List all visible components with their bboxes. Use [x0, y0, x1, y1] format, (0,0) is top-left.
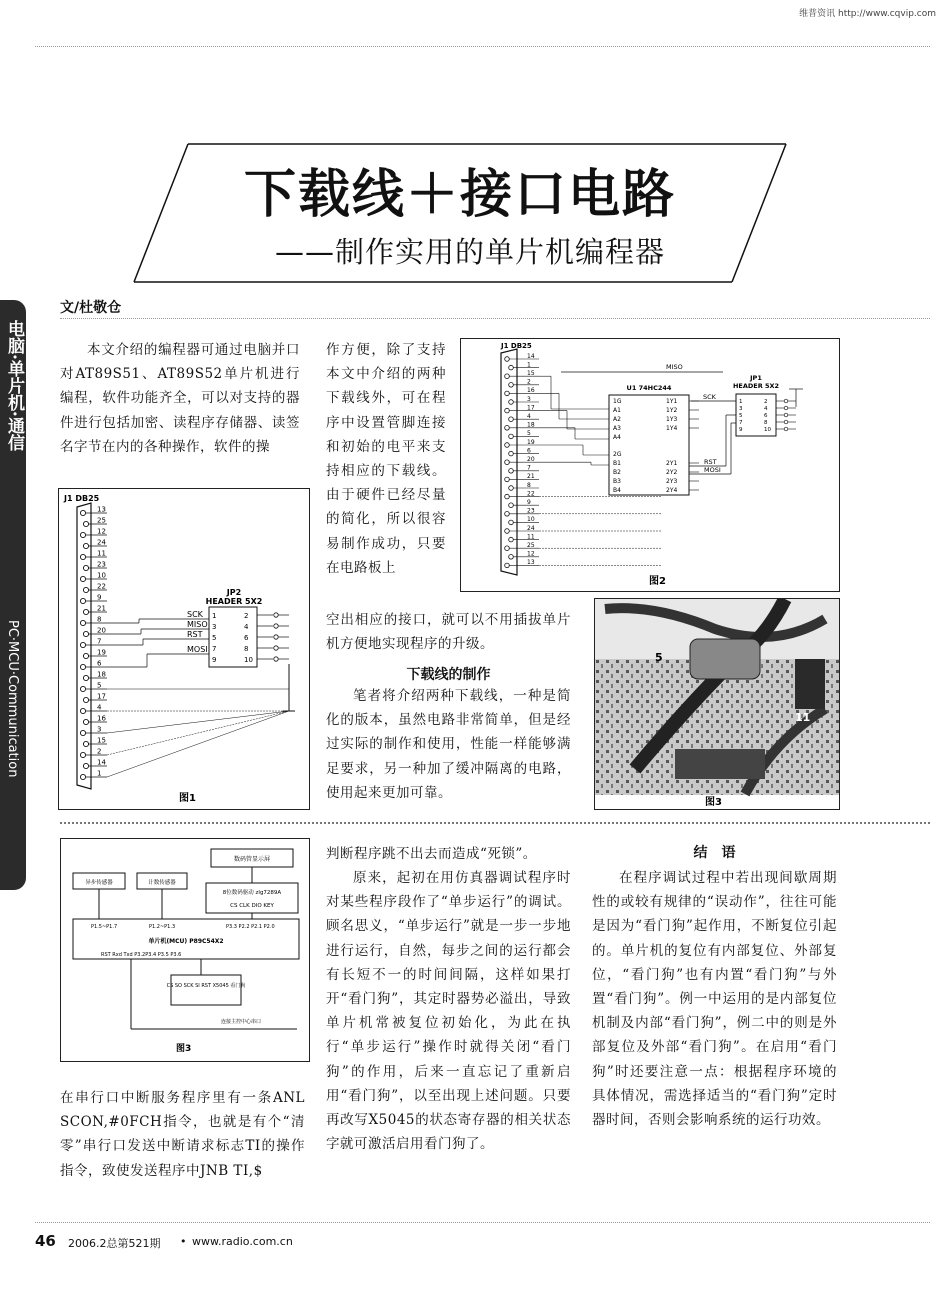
col2-paragraph-3: 笔者将介绍两种下载线，一种是简化的版本，虽然电路非常简单，但是经过实际的制作和使用，性能一样能够满足要求，另一种加了缓冲隔离的电路，使用起来更加可靠。 [326, 688, 571, 801]
block-display: 数码管显示屏 [233, 856, 271, 863]
fig2-pin [509, 434, 514, 439]
fig1-pin-number: 3 [97, 725, 102, 734]
fig1-pin [80, 730, 85, 735]
figure-2 [460, 338, 840, 592]
fig1-pin [80, 752, 85, 757]
fig1-pin-number: 20 [97, 626, 106, 635]
fig2-hdr-pin: 2 [764, 399, 768, 405]
fig1-caption: 图1 [179, 793, 196, 804]
fig1-pin [83, 697, 88, 702]
fig2-pin-number: 16 [527, 387, 535, 395]
fig2-hdr-pin: 7 [739, 420, 743, 426]
fig2-pin-number: 4 [527, 413, 531, 420]
fig2-ic-pin: B4 [613, 487, 621, 494]
fig1-pin [83, 763, 88, 768]
photo-label-5: 5 [655, 651, 663, 664]
side-strip-en: PC·MCU·Communication [5, 620, 20, 778]
fig2-pin-number: 20 [527, 456, 535, 463]
fig2-pin [505, 460, 510, 465]
col1-paragraph: 本文介绍的编程器可通过电脑并口对AT89S51、AT89S52单片机进行编程，软件功能齐全，可以对支持的器件进行包括加密、读程序存储器、读签名字节在内的各种操作，软件的操 [60, 342, 300, 455]
fig1-connector-label: J1 DB25 [64, 494, 100, 503]
fig2-ic-pin: 2Y2 [666, 469, 678, 476]
lower-col3: 在程序调试过程中若出现间歇周期性的或较有规律的“误动作”，往往可能是因为“看门狗”起作用，不断复位引起的。单片机的复位有内部复位、外部复位，“看门狗”也有内置“看门狗”与外置“看门狗”。例一中运用的是内部复位机制及内部“看门狗”，例二中的则是外部复位及外部“看门狗”。在启用“看门狗”时还要注意一点：根据程序环境的具体情况，需选择适当的“看门狗”定时器时间，否则会影响系统的运行功效。 [592, 870, 837, 1129]
fig1-pin [80, 708, 85, 713]
fig1-pin-number: 19 [97, 648, 106, 657]
fig1-pin [83, 719, 88, 724]
fig2-pin-number: 1 [527, 361, 531, 369]
block-driver: 8位数码驱动 zlg7289A [222, 890, 282, 896]
fig1-pin-number: 21 [97, 604, 106, 613]
fig2-ic-pin: 1G [613, 398, 622, 405]
fig2-ic-pin: 2Y1 [666, 460, 678, 467]
fig2-ic-pin: A3 [613, 425, 621, 432]
block-diagram [61, 839, 309, 1061]
lower-col2-p2: 原来，起初在用仿真器调试程序时对某些程序段作了“单步运行”的调试。顾名思义，“单步运行”就是一步一步地进行运行，自然，每步之间的运行都会有长短不一的时间间隔，这样如果打开“看门狗”，其定时器势必溢出，导致单片机常被复位初始化，为此在执行“单步运行”操作时就得关闭“看门狗”的作用，后来一直忘记了重新启用“看门狗”，以至出现上述问题。只要再改写X5045的状态寄存器的相关状态字就可激活启用看门狗了。 [326, 870, 571, 1153]
port-a: P1.5~P1.7 [91, 924, 118, 930]
fig1-pin-number: 25 [97, 516, 106, 525]
figure-2-schematic [461, 339, 839, 591]
block-driver-pins: CS CLK DIO KEY [230, 903, 274, 909]
fig1-pin-number: 2 [97, 747, 102, 756]
fig1-pin-number: 7 [97, 637, 102, 646]
photo-label-11: 11 [795, 711, 811, 724]
fig1-pin [83, 653, 88, 658]
fig2-ic-pin: 2Y3 [666, 478, 678, 485]
block-sensor-b: 计数传感器 [148, 880, 176, 886]
fig1-pin-number: 22 [97, 582, 106, 591]
article-title: 下载线＋接口电路 [243, 165, 676, 225]
footer-url: www.radio.com.cn [192, 1235, 293, 1248]
side-strip [0, 300, 26, 890]
fig1-pin-number: 16 [97, 714, 106, 723]
article-subtitle: ——制作实用的单片机编程器 [274, 235, 665, 269]
fig2-miso: MISO [666, 363, 683, 371]
block-mcu: 单片机(MCU) P89C54X2 [148, 938, 224, 945]
fig1-pin [80, 686, 85, 691]
fig2-hdr-pin: 10 [764, 427, 771, 433]
fig1-hdr-pin: 10 [244, 656, 253, 664]
fig1-pin [80, 510, 85, 515]
fig1-hdr-pin: 1 [212, 612, 217, 620]
fig1-signal: MISO [187, 620, 208, 629]
figure-1-schematic [59, 489, 309, 809]
fig2-pin-number: 10 [527, 516, 535, 524]
fig2-pin-number: 23 [527, 507, 535, 515]
fig2-pin [505, 529, 510, 534]
fig2-pin [509, 451, 514, 456]
side-strip-title: 电脑·单片机·通信 [4, 320, 24, 451]
fig1-hdr-pin: 6 [244, 634, 249, 642]
fig2-pin-number: 5 [527, 430, 531, 438]
fig2-ic-pin: 2Y4 [666, 487, 678, 494]
fig2-pin-number: 13 [527, 559, 535, 567]
fig1-pin [83, 609, 88, 614]
block-watchdog: CS SO SCK SI RST X5045 看门狗 [166, 983, 246, 989]
fig1-pin-number: 13 [97, 505, 106, 514]
fig1-pin [80, 598, 85, 603]
fig1-hdr-pin: 7 [212, 645, 217, 653]
fig1-header-label: JP2 [226, 588, 242, 597]
fig1-pin [83, 565, 88, 570]
fig2-rst: RST [704, 458, 717, 466]
issue-info: 2006.2总第521期 [68, 1237, 161, 1250]
fig2-pin [505, 391, 510, 396]
fig2-hdr-pin: 3 [739, 406, 743, 412]
fig2-hdr-pin: 6 [764, 413, 768, 419]
fig1-pin-number: 4 [97, 703, 102, 712]
fig2-hdr-pin: 9 [739, 427, 743, 433]
fig1-hdr-pin: 5 [212, 634, 217, 642]
fig1-pin-number: 18 [97, 670, 106, 679]
fig1-pin-number: 6 [97, 659, 102, 668]
fig1-pin-number: 15 [97, 736, 106, 745]
fig2-pin-number: 11 [527, 533, 535, 541]
fig2-pin [509, 400, 514, 405]
fig2-pin-number: 14 [527, 352, 535, 360]
fig2-pin [505, 563, 510, 568]
fig1-pin [80, 774, 85, 779]
fig2-pin [505, 494, 510, 499]
port-b: P1.2~P1.3 [149, 924, 176, 930]
fig2-ic-pin: A2 [613, 416, 621, 423]
fig1-signal: SCK [187, 610, 203, 619]
byline: 文/杜敬仓 [60, 300, 122, 316]
col2-paragraph-1: 作方便，除了支持本文中介绍的两种下载线外，可在程序中设置管脚连接和初始的电平来支持相应的下载线。由于硬件已经尽量的简化，所以很容易制作成功，只要在电路板上 [326, 342, 446, 576]
fig1-pin-number: 9 [97, 593, 102, 602]
fig2-header-label: JP1 [750, 374, 762, 382]
port-bottom: RST Rxd Txd P3.2P3.4 P3.5 P3.6 [101, 952, 182, 958]
fig2-pin-number: 15 [527, 370, 535, 377]
fig2-pin-number: 6 [527, 447, 531, 455]
fig2-pin-number: 25 [527, 542, 535, 549]
fig1-hdr-pin: 4 [244, 623, 249, 631]
fig2-pin [505, 443, 510, 448]
fig2-pin [509, 537, 514, 542]
fig1-pin-number: 11 [97, 549, 106, 558]
figure-3-block [60, 838, 310, 1062]
fig1-signal: MOSI [187, 645, 208, 654]
fig2-mosi: MOSI [704, 466, 721, 474]
fig2-sck: SCK [703, 393, 716, 401]
fig2-pin-number: 22 [527, 490, 535, 498]
fig1-pin-number: 8 [97, 615, 102, 624]
byline-divider [60, 318, 930, 319]
section-conclusion: 结 语 [693, 845, 736, 861]
fig2-pin-number: 17 [527, 404, 535, 412]
fig1-pin [80, 576, 85, 581]
fig2-pin [509, 383, 514, 388]
fig1-pin [83, 543, 88, 548]
fig2-pin [509, 520, 514, 525]
fig2-caption: 图2 [649, 576, 666, 587]
fig1-hdr-pin: 3 [212, 623, 217, 631]
fig1-pin [83, 521, 88, 526]
fig3-block-caption: 图3 [176, 1044, 192, 1054]
fig2-ic-label: U1 74HC244 [626, 384, 672, 392]
fig1-signal: RST [187, 630, 203, 639]
fig2-hdr-pin: 4 [764, 406, 768, 412]
fig1-hdr-pin: 8 [244, 645, 249, 653]
top-divider [35, 46, 930, 47]
figure-3-photo [594, 598, 840, 810]
fig1-pin-number: 10 [97, 571, 106, 580]
lower-col1: 在串行口中断服务程序里有一条ANL SCON,#0FCH指令，也就是有个“清零”串行口发送中断请求标志TI的操作指令，致使发送程序中JNB TI,$ [60, 1090, 305, 1179]
fig1-pin [80, 664, 85, 669]
figure-1 [58, 488, 310, 810]
fig1-pin [83, 741, 88, 746]
fig1-pin [83, 587, 88, 592]
fig2-ic-pin: A4 [613, 434, 621, 441]
fig1-pin-number: 14 [97, 758, 106, 767]
fig2-pin-number: 3 [527, 395, 531, 403]
block-serial: 连接主控中心串口 [221, 1019, 262, 1025]
fig1-pin-number: 17 [97, 692, 106, 701]
fig1-pin-number: 5 [97, 681, 102, 690]
fig2-pin [505, 512, 510, 517]
fig2-pin [509, 365, 514, 370]
fig1-pin-number: 24 [97, 538, 106, 547]
fig2-pin [509, 417, 514, 422]
fig2-header-type: HEADER 5X2 [732, 382, 780, 390]
fig1-hdr-pin: 2 [244, 612, 249, 620]
fig2-ic-pin: B1 [613, 460, 621, 467]
fig2-pin [509, 503, 514, 508]
section-download: 下载线的制作 [406, 667, 491, 683]
fig2-hdr-pin: 1 [739, 399, 743, 405]
port-c: P3.3 P2.2 P2.1 P2.0 [226, 924, 275, 930]
fig2-pin-number: 19 [527, 438, 535, 446]
fig2-hdr-pin: 5 [739, 413, 743, 419]
fig1-pin-number: 1 [97, 769, 102, 778]
fig2-connector-label: J1 DB25 [501, 342, 532, 350]
fig1-header-type: HEADER 5X2 [205, 597, 263, 606]
block-sensor-a: 异步传感器 [85, 880, 113, 886]
fig1-pin [83, 675, 88, 680]
fig1-pin [80, 554, 85, 559]
fig2-pin [505, 477, 510, 482]
fig2-ic-pin: B3 [613, 478, 621, 485]
fig1-pin-number: 12 [97, 527, 106, 536]
fig2-hdr-pin: 8 [764, 420, 768, 426]
fig2-pin-number: 8 [527, 481, 531, 489]
fig2-pin-number: 7 [527, 464, 531, 472]
fig2-pin [505, 426, 510, 431]
fig2-pin-number: 9 [527, 499, 531, 506]
fig2-pin-number: 18 [527, 421, 535, 429]
fig2-pin [509, 486, 514, 491]
fig2-pin [509, 469, 514, 474]
fig2-ic-pin: A1 [613, 407, 621, 414]
fig1-pin [80, 642, 85, 647]
bottom-divider [35, 1222, 930, 1223]
fig1-pin [80, 532, 85, 537]
fig2-pin-number: 2 [527, 378, 531, 386]
fig2-ic-pin: 1Y1 [666, 398, 678, 405]
fig3-photo-caption: 图3 [705, 797, 722, 808]
fig1-pin-number: 23 [97, 560, 106, 569]
fig2-pin [505, 357, 510, 362]
fig1-hdr-pin: 9 [212, 656, 217, 664]
fig2-pin [505, 374, 510, 379]
fig2-ic-pin: B2 [613, 469, 621, 476]
fig2-pin [505, 546, 510, 551]
fig2-pin-number: 12 [527, 550, 535, 558]
page-number: 46 [35, 1232, 56, 1250]
photo-pcb [595, 599, 839, 809]
fig2-pin-number: 24 [527, 524, 535, 532]
fig1-pin [80, 620, 85, 625]
fig2-ic-pin: 1Y4 [666, 425, 678, 432]
site-watermark: 维普资讯 http://www.cqvip.com [799, 9, 936, 19]
fig2-pin-number: 21 [527, 473, 535, 481]
lower-col2-p1: 判断程序跳不出去而造成“死锁”。 [326, 846, 537, 862]
fig2-ic-pin: 2G [613, 451, 622, 458]
fig1-pin [83, 631, 88, 636]
col2-paragraph-2: 空出相应的接口，就可以不用插拔单片机方便地实现程序的升级。 [326, 612, 571, 653]
fig2-pin [509, 555, 514, 560]
fig2-ic-pin: 1Y2 [666, 407, 678, 414]
fig2-pin [505, 408, 510, 413]
footer-bullet: • [180, 1235, 187, 1248]
middle-divider [60, 822, 930, 824]
fig2-ic-pin: 1Y3 [666, 416, 678, 423]
